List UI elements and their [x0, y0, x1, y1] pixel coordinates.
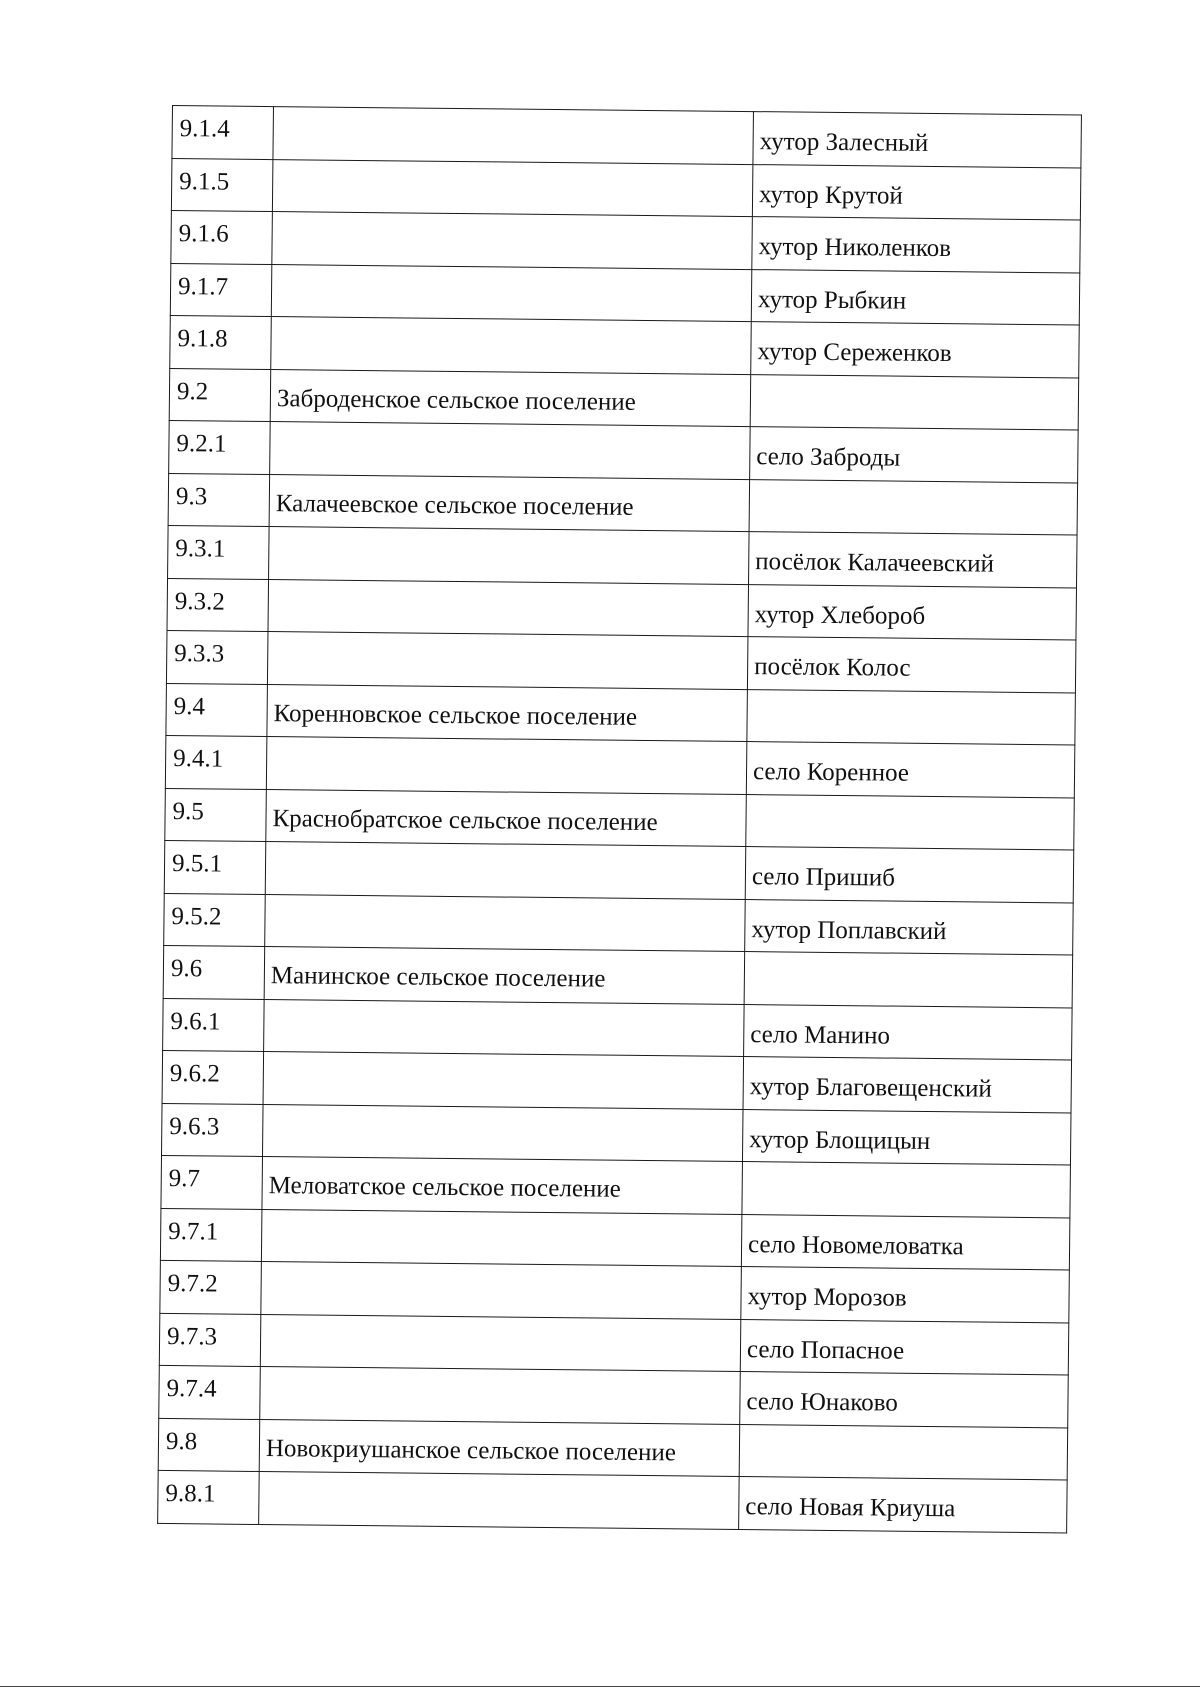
- document-page: [157, 105, 1082, 1533]
- row-number-cell: 9.2.1: [169, 420, 271, 474]
- settlement-name-cell: [260, 1366, 741, 1424]
- row-number-cell: 9.3: [168, 473, 270, 527]
- row-number-cell: 9.7: [161, 1155, 263, 1209]
- locality-cell: посёлок Колос: [747, 637, 1076, 693]
- locality-cell: хутор Рыбкин: [751, 269, 1080, 325]
- row-number-cell: 9.7.4: [159, 1365, 261, 1419]
- locality-cell: село Юнаково: [740, 1372, 1069, 1428]
- row-number-cell: 9.1.5: [171, 158, 273, 212]
- table-row: [168, 473, 1078, 535]
- table-row: [162, 1050, 1071, 1112]
- row-number-cell: 9.1.6: [171, 210, 273, 264]
- table-row: [170, 315, 1079, 377]
- settlement-name-cell: [267, 632, 748, 690]
- locality-cell: хутор Залесный: [753, 112, 1082, 168]
- locality-cell: хутор Сереженков: [751, 322, 1080, 378]
- locality-cell: [744, 952, 1073, 1008]
- locality-cell: хутор Николенков: [752, 217, 1081, 273]
- row-number-cell: 9.7.1: [160, 1208, 262, 1262]
- row-number-cell: 9.1.7: [170, 263, 272, 317]
- settlement-name-cell: [271, 317, 752, 375]
- settlement-name-cell: Коренновское сельское поселение: [267, 684, 748, 742]
- row-number-cell: 9.5.1: [164, 840, 266, 894]
- table-row: [172, 106, 1082, 168]
- row-number-cell: 9.5: [165, 788, 267, 842]
- settlement-name-cell: Краснобратское сельское поселение: [266, 789, 747, 847]
- settlement-name-cell: [261, 1209, 742, 1267]
- row-number-cell: 9.8.1: [158, 1470, 260, 1524]
- settlement-name-cell: [272, 212, 753, 270]
- locality-cell: село Заброды: [750, 427, 1079, 483]
- row-number-cell: 9.6.1: [163, 998, 265, 1052]
- settlement-name-cell: [271, 264, 752, 322]
- settlement-name-cell: [270, 422, 751, 480]
- table-row: [160, 1260, 1069, 1322]
- locality-cell: село Пришиб: [745, 847, 1074, 903]
- row-number-cell: 9.4: [166, 683, 268, 737]
- table-row: [168, 525, 1077, 587]
- table-row: [166, 683, 1075, 745]
- row-number-cell: 9.1.4: [172, 106, 274, 160]
- table-row: [160, 1208, 1069, 1270]
- row-number-cell: 9.6: [163, 945, 265, 999]
- locality-cell: хутор Блощицын: [742, 1109, 1071, 1165]
- settlement-name-cell: [265, 894, 746, 952]
- table-row: [163, 998, 1073, 1060]
- settlement-name-cell: [264, 999, 745, 1057]
- locality-cell: посёлок Калачеевский: [749, 532, 1078, 588]
- table-row: [167, 578, 1076, 640]
- row-number-cell: 9.8: [158, 1418, 260, 1472]
- row-number-cell: 9.5.2: [164, 893, 266, 947]
- row-number-cell: 9.6.2: [162, 1050, 264, 1104]
- page-bottom-rule: [0, 1686, 1200, 1687]
- locality-cell: село Попасное: [740, 1319, 1069, 1375]
- settlement-name-cell: [265, 842, 746, 900]
- settlement-name-cell: [269, 527, 750, 585]
- row-number-cell: 9.7.3: [159, 1313, 261, 1367]
- row-number-cell: 9.2: [169, 368, 271, 422]
- locality-cell: хутор Морозов: [741, 1267, 1070, 1323]
- settlement-name-cell: Меловатское сельское поселение: [262, 1157, 743, 1215]
- locality-cell: село Новомеловатка: [741, 1214, 1070, 1270]
- table-row: [158, 1470, 1067, 1532]
- table-row: [169, 368, 1078, 430]
- table-row: [171, 210, 1080, 272]
- locality-cell: хутор Крутой: [752, 164, 1081, 220]
- table-row: [170, 263, 1079, 325]
- settlements-table: [157, 105, 1082, 1533]
- table-row: [169, 420, 1078, 482]
- settlement-name-cell: [273, 107, 754, 165]
- locality-cell: [747, 689, 1076, 745]
- locality-cell: хутор Хлебороб: [748, 584, 1077, 640]
- row-number-cell: 9.3.2: [167, 578, 269, 632]
- row-number-cell: 9.7.2: [160, 1260, 262, 1314]
- locality-cell: [742, 1162, 1071, 1218]
- table-row: [158, 1418, 1067, 1480]
- settlement-name-cell: [261, 1261, 742, 1319]
- settlement-name-cell: [272, 159, 753, 217]
- row-number-cell: 9.3.1: [168, 525, 270, 579]
- locality-cell: [750, 374, 1079, 430]
- locality-cell: село Коренное: [746, 742, 1075, 798]
- settlement-name-cell: Новокриушанское сельское поселение: [259, 1419, 740, 1477]
- settlement-name-cell: Заброденское сельское поселение: [270, 369, 751, 427]
- table-row: [159, 1365, 1069, 1427]
- settlement-name-cell: [259, 1471, 740, 1529]
- locality-cell: село Манино: [744, 1004, 1073, 1060]
- row-number-cell: 9.1.8: [170, 315, 272, 369]
- locality-cell: хутор Поплавский: [745, 899, 1074, 955]
- row-number-cell: 9.4.1: [165, 735, 267, 789]
- table-row: [171, 158, 1080, 220]
- table-row: [161, 1155, 1070, 1217]
- table-row: [163, 945, 1072, 1007]
- locality-cell: [746, 794, 1075, 850]
- settlement-name-cell: [263, 1052, 744, 1110]
- settlement-name-cell: [262, 1104, 743, 1162]
- settlement-name-cell: [266, 737, 747, 795]
- settlement-name-cell: [268, 579, 749, 637]
- table-row: [165, 788, 1074, 850]
- table-body: [158, 106, 1082, 1533]
- settlement-name-cell: Манинское сельское поселение: [264, 947, 745, 1005]
- table-row: [161, 1103, 1070, 1165]
- row-number-cell: 9.3.3: [166, 630, 268, 684]
- table-row: [164, 840, 1074, 902]
- settlement-name-cell: Калачеевское сельское поселение: [269, 474, 750, 532]
- locality-cell: село Новая Криуша: [739, 1477, 1068, 1533]
- locality-cell: [739, 1424, 1068, 1480]
- locality-cell: хутор Благовещенский: [743, 1057, 1072, 1113]
- table-row: [164, 893, 1073, 955]
- table-row: [165, 735, 1074, 797]
- table-row: [166, 630, 1076, 692]
- table-row: [159, 1313, 1068, 1375]
- row-number-cell: 9.6.3: [161, 1103, 263, 1157]
- settlement-name-cell: [260, 1314, 741, 1372]
- locality-cell: [749, 479, 1078, 535]
